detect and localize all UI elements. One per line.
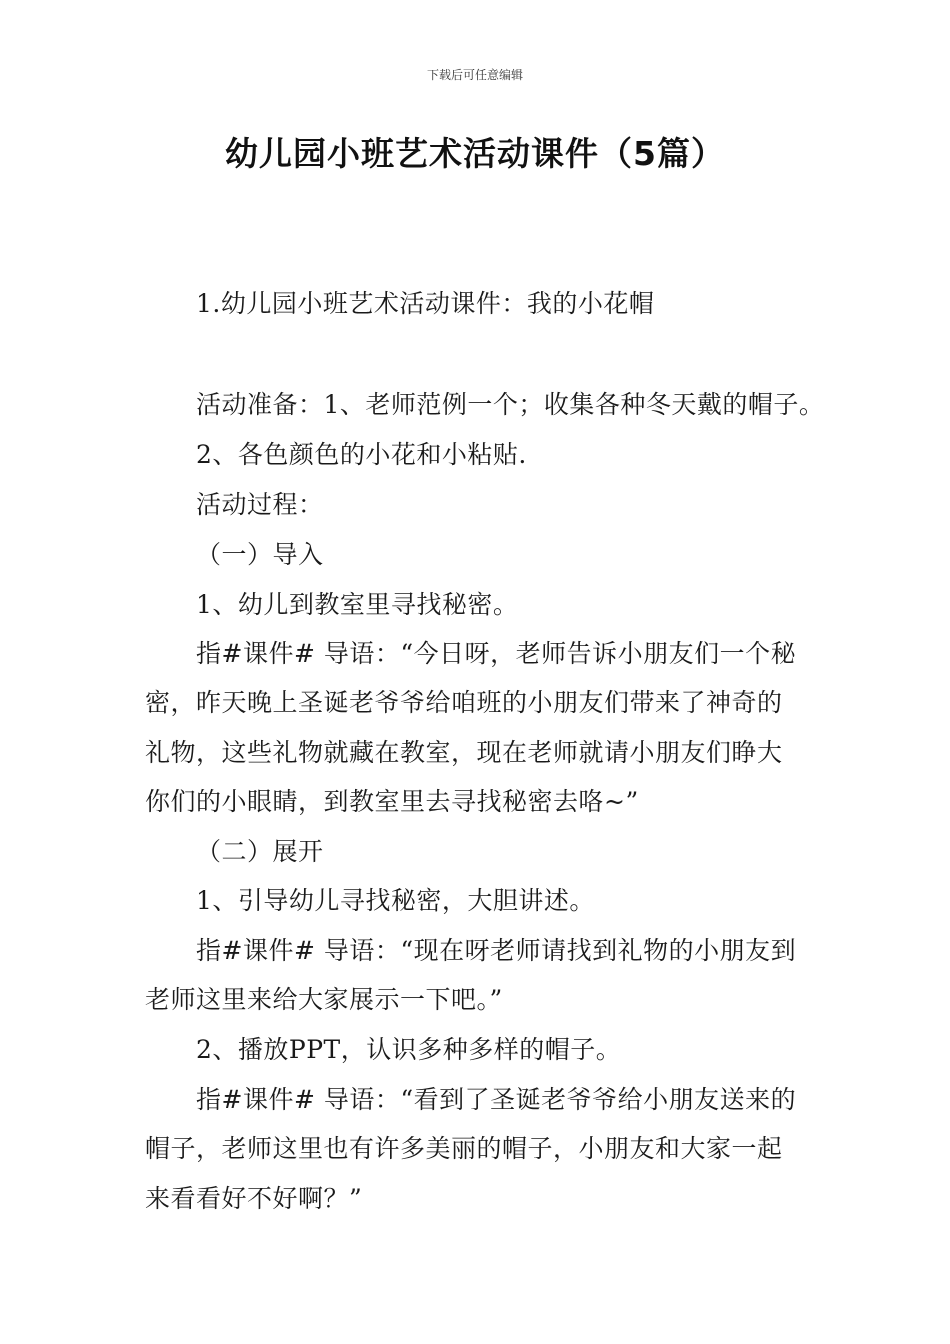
subsection-heading: （二）展开 bbox=[196, 837, 324, 866]
paragraph-line: 你们的小眼睛，到教室里去寻找秘密去咯~” bbox=[145, 787, 639, 816]
paragraph-line: 帽子，老师这里也有许多美丽的帽子，小朋友和大家一起 bbox=[145, 1134, 783, 1163]
paragraph-line: 2、各色颜色的小花和小粘贴. bbox=[196, 440, 527, 469]
paragraph-line: 2、播放PPT，认识多种多样的帽子。 bbox=[196, 1035, 622, 1064]
paragraph-line: 指#课件# 导语：“看到了圣诞老爷爷给小朋友送来的 bbox=[196, 1085, 797, 1114]
subsection-heading: （一）导入 bbox=[196, 540, 324, 569]
paragraph-line: 来看看好不好啊？” bbox=[145, 1184, 363, 1213]
header-note: 下载后可任意编辑 bbox=[426, 68, 523, 82]
document-title: 幼儿园小班艺术活动课件（5篇） bbox=[225, 134, 725, 173]
section-heading: 1.幼儿园小班艺术活动课件：我的小花帽 bbox=[196, 289, 655, 318]
paragraph-line: 礼物，这些礼物就藏在教室，现在老师就请小朋友们睁大 bbox=[145, 738, 783, 767]
paragraph-line: 活动过程： bbox=[196, 490, 324, 519]
paragraph-line: 1、幼儿到教室里寻找秘密。 bbox=[196, 590, 519, 619]
paragraph-line: 活动准备：1、老师范例一个；收集各种冬天戴的帽子。 bbox=[196, 390, 825, 419]
paragraph-line: 指#课件# 导语：“今日呀，老师告诉小朋友们一个秘 bbox=[196, 639, 797, 668]
paragraph-line: 密，昨天晚上圣诞老爷爷给咱班的小朋友们带来了神奇的 bbox=[145, 688, 783, 717]
paragraph-line: 1、引导幼儿寻找秘密，大胆讲述。 bbox=[196, 886, 595, 915]
paragraph-line: 指#课件# 导语：“现在呀老师请找到礼物的小朋友到 bbox=[196, 936, 797, 965]
paragraph-line: 老师这里来给大家展示一下吧。” bbox=[145, 985, 503, 1014]
